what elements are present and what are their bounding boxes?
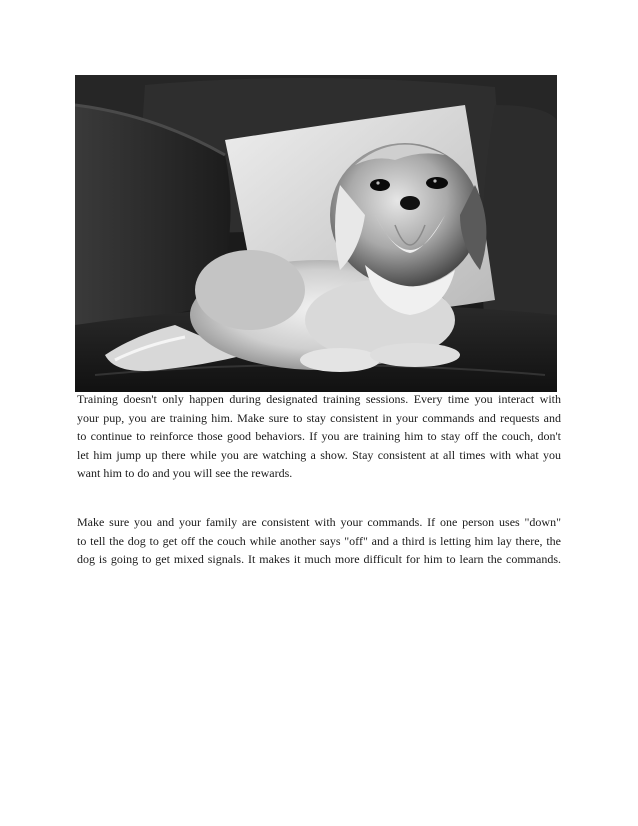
paragraph-line: dog is going to get mixed signals. It makes it much more difficult for him to learn the commands. — [77, 552, 561, 567]
paragraph-1 — [77, 390, 561, 483]
paragraph-line: Training doesn't only happen during designated training sessions. Every time you interact with — [77, 392, 561, 406]
paragraph-line: let him jump up there while you are watching a show. Stay consistent at all times with what you — [77, 447, 561, 462]
paragraph-line: to continue to reinforce those good behaviors. If you are training him to stay off the couch, don't — [77, 429, 561, 444]
paragraph-line: want him to do and you will see the rewards. — [77, 466, 293, 481]
dog-on-couch-photo — [75, 75, 557, 392]
paragraph-2 — [77, 513, 561, 569]
paragraph-line: to tell the dog to get off the couch while another says "off" and a third is letting him lay there, the — [77, 533, 561, 548]
paragraph-line: your pup, you are training him. Make sure to stay consistent in your commands and requests and — [77, 410, 561, 425]
paragraph-line: Make sure you and your family are consistent with your commands. If one person uses "down" — [77, 515, 561, 529]
